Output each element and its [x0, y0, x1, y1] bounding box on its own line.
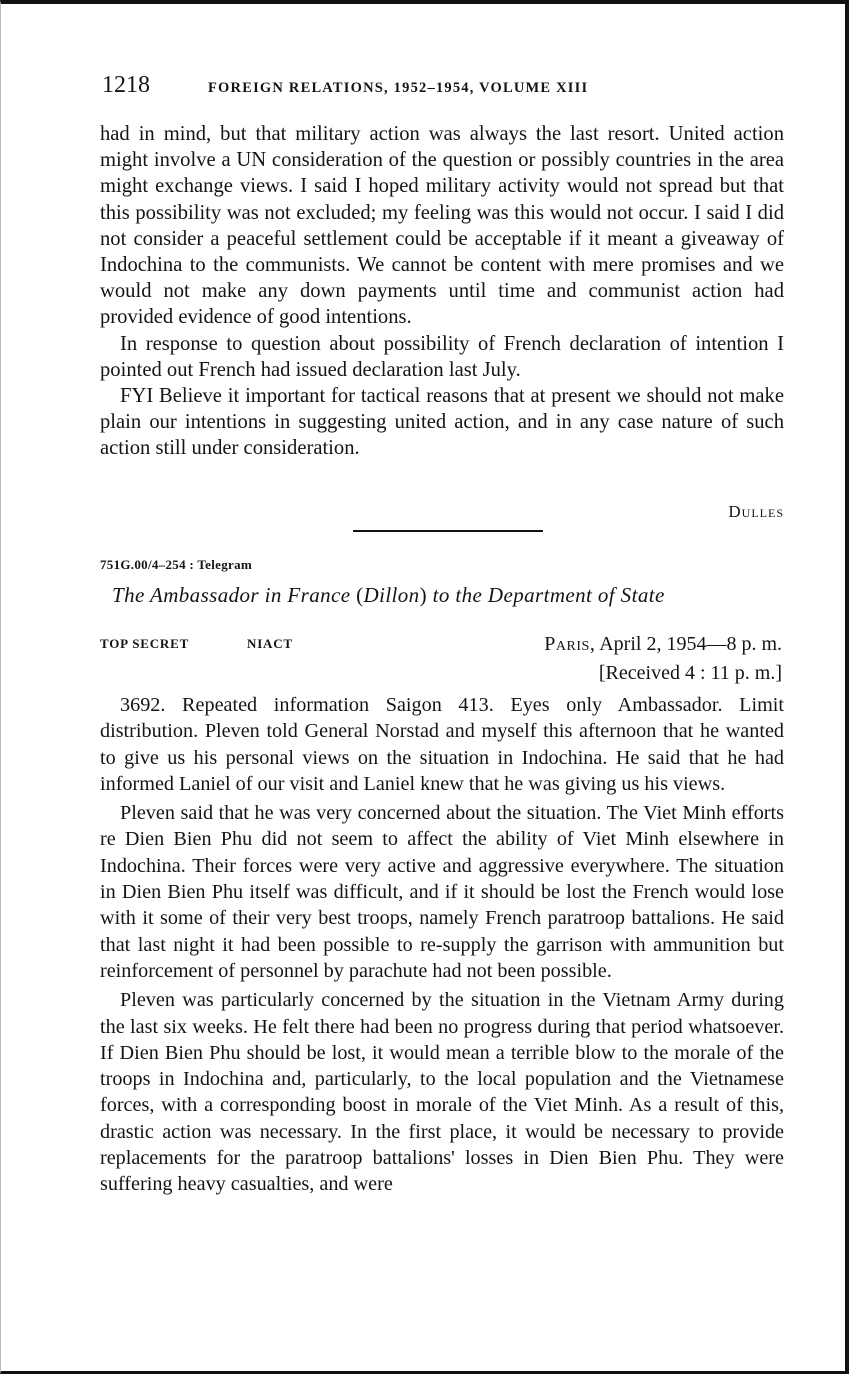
- paragraph: Pleven said that he was very concerned about the situation. The Viet Minh efforts re Dien Bien Phu did not seem to affect the ability of Viet Minh elsewhere in Indochina. Their forces were very active and aggressive everywhere. The situation in Dien Bien Phu itself was difficult, and if it should be lost the French would lose with it some of their very best troops, namely French paratroop battalions. He said that last night it had been possible to re-supply the garrison with ammunition but reinforcement of personnel by parachute had not been possible.: [100, 802, 784, 982]
- running-title: FOREIGN RELATIONS, 1952–1954, VOLUME XIII: [208, 80, 589, 96]
- document-title: [112, 583, 777, 608]
- paragraph: FYI Believe it important for tactical reasons that at present we should not make plain our intentions in suggesting united action, and in any case nature of such action still under consideration.: [100, 385, 784, 460]
- precedence: NIACT: [247, 636, 293, 651]
- title-paren-open: (: [350, 583, 364, 607]
- classification: TOP SECRET: [100, 636, 190, 651]
- received-time: [Received 4 : 11 p. m.]: [598, 662, 782, 684]
- telegram-text: [100, 692, 784, 1198]
- section-divider: [353, 530, 543, 532]
- paragraph: 3692. Repeated information Saigon 413. Eyes only Ambassador. Limit distribution. Pleven told General Norstad and myself this afternoon that he wanted to give us his personal views on the situation in Indochina. He said that he had informed Laniel of our visit and Laniel knew that he was giving us his views.: [100, 694, 784, 795]
- paragraph: had in mind, but that military action was always the last resort. United action might involve a UN consideration of the question or possibly countries in the area might exchange views. I said I hoped military activity would not spread but that this possibility was not excluded; my feeling was this would not occur. I said I did not consider a peaceful settlement could be acceptable if it meant a giveaway of Indochina to the communists. We cannot be content with mere promises and we would not make any down payments until time and communist action had provided evidence of good intentions.: [100, 123, 784, 329]
- title-part: to the Department of State: [432, 583, 665, 607]
- previous-document-text: [100, 121, 784, 462]
- paragraph: Pleven was particularly concerned by the situation in the Vietnam Army during the last six weeks. He felt there had been no progress during that period whatsoever. If Dien Bien Phu should be lost, it would mean a terrible blow to the morale of the troops in Indochina and, particularly, to the local population and the Vietnamese forces, with a corresponding boost in morale of the Viet Minh. As a result of this, drastic action was necessary. In the first place, it would be necessary to provide replacements for the paratroop battalions' losses in Dien Bien Phu. They were suffering heavy casualties, and were: [100, 989, 784, 1196]
- title-name: Dillon: [363, 583, 420, 607]
- place: Paris,: [544, 633, 596, 655]
- date-time: April 2, 1954—8 p. m.: [595, 633, 782, 655]
- page-header: [102, 72, 792, 104]
- title-part: The Ambassador in France: [112, 583, 351, 607]
- file-reference: 751G.00/4–254 : Telegram: [100, 557, 252, 572]
- dateline: [544, 633, 782, 656]
- page-number: 1218: [102, 72, 150, 98]
- title-paren-close: ): [419, 583, 433, 607]
- paragraph: In response to question about possibility of French declaration of intention I pointed out French had issued declaration last July.: [100, 332, 784, 381]
- signature: Dulles: [728, 502, 784, 521]
